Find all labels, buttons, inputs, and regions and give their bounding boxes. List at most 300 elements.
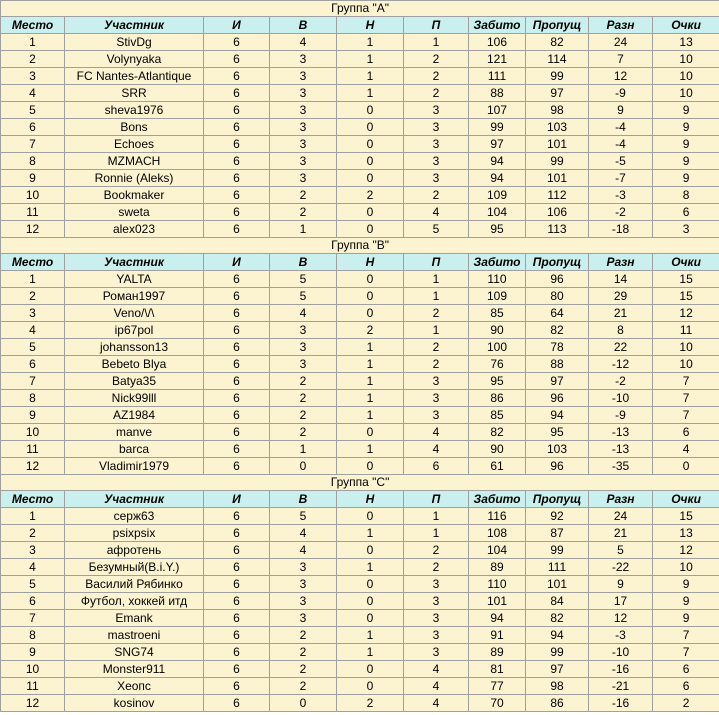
cell-games: 6: [204, 288, 270, 305]
cell-scored: 94: [469, 610, 526, 627]
cell-conceded: 98: [526, 678, 589, 695]
column-header-participant: Участник: [65, 17, 204, 34]
cell-scored: 91: [469, 627, 526, 644]
cell-scored: 85: [469, 305, 526, 322]
cell-diff: 21: [589, 525, 653, 542]
cell-diff: -2: [589, 373, 653, 390]
cell-draws: 0: [337, 170, 404, 187]
cell-place: 1: [1, 34, 65, 51]
cell-draws: 0: [337, 204, 404, 221]
column-header-scored: Забито: [469, 491, 526, 508]
cell-games: 6: [204, 458, 270, 475]
cell-losses: 2: [404, 559, 469, 576]
cell-points: 10: [653, 356, 719, 373]
cell-draws: 1: [337, 390, 404, 407]
cell-place: 9: [1, 170, 65, 187]
cell-points: 15: [653, 288, 719, 305]
cell-scored: 81: [469, 661, 526, 678]
cell-wins: 4: [270, 305, 337, 322]
cell-points: 9: [653, 170, 719, 187]
cell-participant: YALTA: [65, 271, 204, 288]
cell-wins: 3: [270, 51, 337, 68]
column-header-participant: Участник: [65, 254, 204, 271]
cell-scored: 111: [469, 68, 526, 85]
cell-games: 6: [204, 644, 270, 661]
cell-conceded: 92: [526, 508, 589, 525]
cell-participant: FC Nantes-Atlantique: [65, 68, 204, 85]
cell-participant: sheva1976: [65, 102, 204, 119]
cell-scored: 70: [469, 695, 526, 712]
cell-draws: 1: [337, 51, 404, 68]
table-row: [1, 576, 719, 593]
cell-place: 10: [1, 424, 65, 441]
cell-games: 6: [204, 525, 270, 542]
cell-scored: 89: [469, 644, 526, 661]
cell-losses: 3: [404, 407, 469, 424]
table-row: [1, 170, 719, 187]
cell-games: 6: [204, 407, 270, 424]
cell-draws: 0: [337, 576, 404, 593]
cell-place: 4: [1, 85, 65, 102]
cell-conceded: 112: [526, 187, 589, 204]
cell-participant: AZ1984: [65, 407, 204, 424]
cell-points: 13: [653, 525, 719, 542]
cell-participant: SRR: [65, 85, 204, 102]
cell-participant: Veno/\/\: [65, 305, 204, 322]
table-row: [1, 305, 719, 322]
cell-draws: 1: [337, 373, 404, 390]
cell-scored: 110: [469, 576, 526, 593]
cell-diff: -35: [589, 458, 653, 475]
cell-conceded: 97: [526, 373, 589, 390]
cell-games: 6: [204, 661, 270, 678]
cell-participant: johansson13: [65, 339, 204, 356]
cell-scored: 108: [469, 525, 526, 542]
cell-place: 8: [1, 390, 65, 407]
cell-draws: 1: [337, 85, 404, 102]
cell-wins: 3: [270, 170, 337, 187]
cell-diff: 7: [589, 51, 653, 68]
cell-games: 6: [204, 68, 270, 85]
column-header-diff: Разн: [589, 254, 653, 271]
cell-wins: 2: [270, 424, 337, 441]
cell-scored: 116: [469, 508, 526, 525]
cell-wins: 0: [270, 695, 337, 712]
cell-games: 6: [204, 187, 270, 204]
column-header-place: Место: [1, 254, 65, 271]
column-header-games: И: [204, 17, 270, 34]
cell-place: 7: [1, 373, 65, 390]
cell-diff: -5: [589, 153, 653, 170]
column-header-conceded: Пропущ: [526, 17, 589, 34]
cell-participant: ip67pol: [65, 322, 204, 339]
cell-losses: 2: [404, 356, 469, 373]
cell-points: 7: [653, 373, 719, 390]
cell-losses: 3: [404, 390, 469, 407]
cell-points: 7: [653, 390, 719, 407]
cell-draws: 0: [337, 610, 404, 627]
cell-games: 6: [204, 508, 270, 525]
column-header-draws: Н: [337, 491, 404, 508]
cell-diff: 12: [589, 610, 653, 627]
group-title: Группа "В": [1, 238, 719, 254]
cell-scored: 106: [469, 34, 526, 51]
cell-losses: 3: [404, 136, 469, 153]
table-row: [1, 390, 719, 407]
cell-draws: 0: [337, 221, 404, 238]
cell-points: 3: [653, 221, 719, 238]
cell-conceded: 95: [526, 424, 589, 441]
cell-losses: 1: [404, 271, 469, 288]
cell-games: 6: [204, 441, 270, 458]
column-header-wins: В: [270, 254, 337, 271]
cell-scored: 104: [469, 204, 526, 221]
cell-games: 6: [204, 204, 270, 221]
cell-losses: 3: [404, 644, 469, 661]
cell-conceded: 84: [526, 593, 589, 610]
cell-points: 12: [653, 542, 719, 559]
column-header-draws: Н: [337, 17, 404, 34]
table-row: [1, 68, 719, 85]
cell-place: 4: [1, 322, 65, 339]
cell-draws: 1: [337, 407, 404, 424]
group-title: Группа "С": [1, 475, 719, 491]
cell-conceded: 103: [526, 441, 589, 458]
cell-draws: 0: [337, 458, 404, 475]
cell-draws: 2: [337, 187, 404, 204]
cell-conceded: 88: [526, 356, 589, 373]
cell-place: 5: [1, 102, 65, 119]
cell-draws: 0: [337, 288, 404, 305]
cell-participant: sweta: [65, 204, 204, 221]
cell-conceded: 97: [526, 661, 589, 678]
cell-diff: -16: [589, 695, 653, 712]
cell-place: 10: [1, 187, 65, 204]
cell-diff: -21: [589, 678, 653, 695]
cell-wins: 3: [270, 356, 337, 373]
cell-losses: 2: [404, 68, 469, 85]
cell-losses: 2: [404, 339, 469, 356]
table-row: [1, 339, 719, 356]
table-row: [1, 542, 719, 559]
cell-points: 13: [653, 34, 719, 51]
cell-scored: 104: [469, 542, 526, 559]
cell-wins: 3: [270, 85, 337, 102]
cell-conceded: 80: [526, 288, 589, 305]
column-header-conceded: Пропущ: [526, 254, 589, 271]
cell-conceded: 101: [526, 170, 589, 187]
cell-conceded: 96: [526, 458, 589, 475]
cell-place: 3: [1, 542, 65, 559]
cell-losses: 1: [404, 322, 469, 339]
cell-scored: 89: [469, 559, 526, 576]
cell-losses: 2: [404, 542, 469, 559]
cell-participant: Безумный(B.i.Y.): [65, 559, 204, 576]
cell-conceded: 111: [526, 559, 589, 576]
cell-place: 1: [1, 508, 65, 525]
cell-conceded: 94: [526, 627, 589, 644]
cell-losses: 6: [404, 458, 469, 475]
cell-wins: 3: [270, 322, 337, 339]
cell-conceded: 78: [526, 339, 589, 356]
cell-participant: manve: [65, 424, 204, 441]
cell-scored: 109: [469, 288, 526, 305]
table-row: [1, 441, 719, 458]
table-row: [1, 51, 719, 68]
cell-games: 6: [204, 559, 270, 576]
cell-games: 6: [204, 119, 270, 136]
cell-games: 6: [204, 102, 270, 119]
cell-games: 6: [204, 678, 270, 695]
cell-diff: -2: [589, 204, 653, 221]
cell-place: 5: [1, 339, 65, 356]
cell-points: 2: [653, 695, 719, 712]
cell-wins: 0: [270, 458, 337, 475]
cell-place: 6: [1, 119, 65, 136]
table-row: [1, 322, 719, 339]
cell-participant: mastroeni: [65, 627, 204, 644]
column-header-points: Очки: [653, 254, 719, 271]
cell-conceded: 86: [526, 695, 589, 712]
table-row: [1, 288, 719, 305]
cell-losses: 2: [404, 187, 469, 204]
column-header-wins: В: [270, 491, 337, 508]
column-header-diff: Разн: [589, 17, 653, 34]
cell-draws: 1: [337, 525, 404, 542]
cell-draws: 1: [337, 441, 404, 458]
cell-wins: 3: [270, 68, 337, 85]
cell-diff: -3: [589, 627, 653, 644]
table-row: [1, 102, 719, 119]
cell-wins: 3: [270, 576, 337, 593]
cell-games: 6: [204, 424, 270, 441]
cell-place: 9: [1, 644, 65, 661]
cell-wins: 4: [270, 34, 337, 51]
group-title-row: [1, 238, 719, 254]
cell-scored: 109: [469, 187, 526, 204]
cell-conceded: 82: [526, 34, 589, 51]
cell-draws: 1: [337, 356, 404, 373]
cell-place: 7: [1, 610, 65, 627]
cell-draws: 2: [337, 695, 404, 712]
table-row: [1, 458, 719, 475]
cell-losses: 3: [404, 576, 469, 593]
cell-games: 6: [204, 390, 270, 407]
header-row: [1, 491, 719, 508]
cell-draws: 0: [337, 678, 404, 695]
cell-games: 6: [204, 85, 270, 102]
cell-participant: Echoes: [65, 136, 204, 153]
cell-games: 6: [204, 51, 270, 68]
table-row: [1, 356, 719, 373]
cell-scored: 61: [469, 458, 526, 475]
cell-place: 11: [1, 204, 65, 221]
table-row: [1, 525, 719, 542]
cell-conceded: 103: [526, 119, 589, 136]
standings-body: [1, 1, 719, 712]
cell-losses: 4: [404, 424, 469, 441]
cell-place: 1: [1, 271, 65, 288]
cell-conceded: 101: [526, 576, 589, 593]
table-row: [1, 593, 719, 610]
cell-wins: 2: [270, 373, 337, 390]
cell-games: 6: [204, 627, 270, 644]
cell-wins: 1: [270, 221, 337, 238]
cell-points: 9: [653, 119, 719, 136]
cell-draws: 1: [337, 68, 404, 85]
cell-points: 10: [653, 51, 719, 68]
cell-losses: 3: [404, 153, 469, 170]
cell-wins: 3: [270, 153, 337, 170]
cell-conceded: 96: [526, 390, 589, 407]
cell-draws: 1: [337, 627, 404, 644]
cell-draws: 0: [337, 593, 404, 610]
cell-points: 6: [653, 661, 719, 678]
cell-diff: -22: [589, 559, 653, 576]
cell-diff: 29: [589, 288, 653, 305]
cell-games: 6: [204, 170, 270, 187]
cell-draws: 1: [337, 34, 404, 51]
cell-losses: 3: [404, 610, 469, 627]
cell-losses: 4: [404, 441, 469, 458]
cell-draws: 0: [337, 542, 404, 559]
cell-diff: -10: [589, 390, 653, 407]
cell-wins: 5: [270, 271, 337, 288]
cell-points: 9: [653, 153, 719, 170]
cell-participant: MZMACH: [65, 153, 204, 170]
cell-losses: 3: [404, 102, 469, 119]
cell-scored: 82: [469, 424, 526, 441]
cell-participant: Bookmaker: [65, 187, 204, 204]
cell-place: 3: [1, 68, 65, 85]
cell-draws: 2: [337, 322, 404, 339]
cell-wins: 3: [270, 593, 337, 610]
cell-scored: 85: [469, 407, 526, 424]
cell-place: 2: [1, 51, 65, 68]
cell-participant: kosinov: [65, 695, 204, 712]
cell-participant: Batya35: [65, 373, 204, 390]
cell-conceded: 99: [526, 644, 589, 661]
cell-place: 12: [1, 458, 65, 475]
table-row: [1, 153, 719, 170]
cell-conceded: 94: [526, 407, 589, 424]
cell-scored: 97: [469, 136, 526, 153]
cell-scored: 76: [469, 356, 526, 373]
cell-points: 9: [653, 102, 719, 119]
cell-wins: 2: [270, 678, 337, 695]
column-header-losses: П: [404, 254, 469, 271]
cell-diff: -13: [589, 424, 653, 441]
column-header-place: Место: [1, 491, 65, 508]
cell-place: 8: [1, 153, 65, 170]
cell-losses: 2: [404, 51, 469, 68]
cell-wins: 4: [270, 525, 337, 542]
cell-losses: 3: [404, 593, 469, 610]
cell-conceded: 97: [526, 85, 589, 102]
cell-games: 6: [204, 356, 270, 373]
table-row: [1, 678, 719, 695]
cell-points: 9: [653, 576, 719, 593]
column-header-scored: Забито: [469, 254, 526, 271]
cell-losses: 3: [404, 119, 469, 136]
cell-scored: 107: [469, 102, 526, 119]
cell-wins: 5: [270, 288, 337, 305]
cell-diff: 21: [589, 305, 653, 322]
cell-games: 6: [204, 271, 270, 288]
cell-points: 8: [653, 187, 719, 204]
cell-participant: Emank: [65, 610, 204, 627]
cell-points: 9: [653, 136, 719, 153]
cell-wins: 3: [270, 102, 337, 119]
cell-conceded: 82: [526, 322, 589, 339]
cell-losses: 4: [404, 661, 469, 678]
column-header-conceded: Пропущ: [526, 491, 589, 508]
cell-scored: 110: [469, 271, 526, 288]
cell-conceded: 106: [526, 204, 589, 221]
cell-diff: -7: [589, 170, 653, 187]
cell-participant: Ronnie (Aleks): [65, 170, 204, 187]
cell-points: 11: [653, 322, 719, 339]
cell-draws: 0: [337, 271, 404, 288]
table-row: [1, 271, 719, 288]
cell-scored: 101: [469, 593, 526, 610]
cell-points: 9: [653, 593, 719, 610]
cell-diff: 17: [589, 593, 653, 610]
cell-losses: 1: [404, 525, 469, 542]
cell-points: 10: [653, 339, 719, 356]
cell-diff: -13: [589, 441, 653, 458]
cell-points: 15: [653, 508, 719, 525]
cell-participant: Bons: [65, 119, 204, 136]
cell-games: 6: [204, 695, 270, 712]
cell-games: 6: [204, 542, 270, 559]
cell-draws: 1: [337, 339, 404, 356]
cell-participant: Хеопс: [65, 678, 204, 695]
cell-points: 15: [653, 271, 719, 288]
cell-diff: 24: [589, 34, 653, 51]
cell-diff: 9: [589, 102, 653, 119]
cell-place: 5: [1, 576, 65, 593]
cell-losses: 1: [404, 508, 469, 525]
cell-points: 10: [653, 68, 719, 85]
table-row: [1, 204, 719, 221]
cell-draws: 1: [337, 644, 404, 661]
cell-scored: 94: [469, 170, 526, 187]
table-row: [1, 610, 719, 627]
cell-games: 6: [204, 305, 270, 322]
cell-diff: -16: [589, 661, 653, 678]
table-row: [1, 85, 719, 102]
table-row: [1, 373, 719, 390]
table-row: [1, 695, 719, 712]
cell-points: 4: [653, 441, 719, 458]
cell-wins: 2: [270, 661, 337, 678]
table-row: [1, 559, 719, 576]
cell-losses: 3: [404, 627, 469, 644]
column-header-diff: Разн: [589, 491, 653, 508]
cell-wins: 3: [270, 339, 337, 356]
cell-conceded: 87: [526, 525, 589, 542]
cell-scored: 88: [469, 85, 526, 102]
cell-games: 6: [204, 593, 270, 610]
cell-scored: 100: [469, 339, 526, 356]
cell-diff: 8: [589, 322, 653, 339]
cell-place: 2: [1, 288, 65, 305]
cell-wins: 2: [270, 627, 337, 644]
group-title-row: [1, 475, 719, 491]
cell-participant: barca: [65, 441, 204, 458]
table-row: [1, 221, 719, 238]
